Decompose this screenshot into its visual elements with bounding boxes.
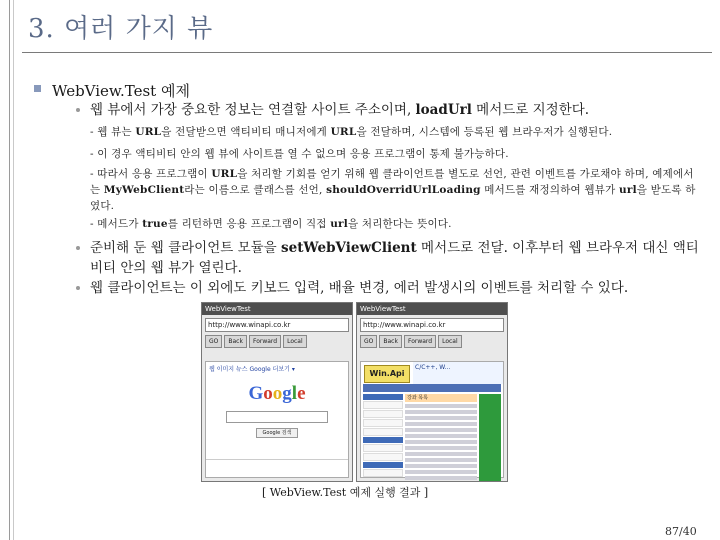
phone-toolbar bbox=[205, 335, 349, 348]
text-run: 을 처리한다는 뜻이다. bbox=[347, 218, 452, 230]
phone-toolbar bbox=[360, 335, 504, 348]
menu-header bbox=[363, 437, 403, 443]
content-header: 강좌 목록 bbox=[405, 394, 477, 402]
slide-title: 3. 여러 가지 뷰 bbox=[28, 14, 214, 44]
content-line[interactable] bbox=[405, 476, 477, 480]
text-run: 을 처리할 기회를 얻기 위해 웹 클라이언트를 별도로 선언, 관련 이벤트를 가로채야 하며, 예제에서는 bbox=[90, 168, 694, 196]
phone-screenshot-winapi bbox=[356, 302, 508, 482]
sub-bullet-webclient bbox=[90, 166, 700, 214]
text-run: 메서드로 전달. 이후부터 웹 브라우저 대신 액티비티 안의 웹 뷰가 열린다. bbox=[90, 240, 699, 276]
content-line[interactable] bbox=[405, 404, 477, 408]
text-run: 웹 뷰에서 가장 중요한 정보는 연결할 사이트 주소이며, bbox=[90, 102, 416, 118]
logo-letter: e bbox=[297, 383, 306, 404]
text-run: 메서드를 재정의하여 웹뷰가 bbox=[480, 184, 619, 196]
dot-bullet-icon bbox=[76, 286, 80, 290]
title-underline bbox=[22, 52, 712, 53]
text-run: 을 전달하며, 시스템에 등록된 웹 브라우저가 실행된다. bbox=[356, 126, 613, 138]
bullet-setwebviewclient bbox=[90, 238, 700, 278]
forward-button[interactable]: Forward bbox=[249, 335, 281, 348]
code-run: URL bbox=[211, 168, 238, 180]
menu-header bbox=[363, 462, 403, 468]
menu-header bbox=[363, 394, 403, 400]
menu-item[interactable] bbox=[363, 444, 403, 452]
logo-letter: o bbox=[272, 383, 283, 404]
local-button[interactable]: Local bbox=[438, 335, 462, 348]
text-run: - 웹 뷰는 bbox=[90, 126, 136, 138]
square-bullet-icon bbox=[34, 85, 41, 92]
google-footer bbox=[206, 459, 348, 474]
code-url: url bbox=[330, 218, 348, 230]
text-run: 을 전달받으면 액티비티 매니저에게 bbox=[161, 126, 331, 138]
left-border-line-inner bbox=[13, 0, 14, 540]
content-line[interactable] bbox=[405, 458, 477, 462]
content-line[interactable] bbox=[405, 434, 477, 438]
text-run: 준비해 둔 웹 클라이언트 모듈을 bbox=[90, 240, 281, 256]
winapi-columns bbox=[363, 394, 501, 482]
logo-letter: l bbox=[291, 383, 298, 404]
code-run: url bbox=[619, 184, 637, 196]
url-input[interactable]: http://www.winapi.co.kr bbox=[205, 318, 349, 332]
dot-bullet-icon bbox=[76, 108, 80, 112]
logo-letter: G bbox=[248, 383, 264, 404]
content-line[interactable] bbox=[405, 446, 477, 450]
content-line[interactable] bbox=[405, 464, 477, 468]
sub-bullet-activity-manager bbox=[90, 124, 700, 140]
code-shouldoverride: shouldOverridUrlLoading bbox=[326, 184, 481, 196]
logo-letter: g bbox=[282, 383, 292, 404]
code-loadurl: loadUrl bbox=[415, 102, 472, 118]
sub-bullet-uncontrollable bbox=[90, 146, 700, 162]
content-line[interactable] bbox=[405, 422, 477, 426]
menu-item[interactable] bbox=[363, 453, 403, 461]
phone-title-bar: WebViewTest bbox=[357, 303, 507, 315]
forward-button[interactable]: Forward bbox=[404, 335, 436, 348]
menu-item[interactable] bbox=[363, 469, 403, 477]
content-line[interactable] bbox=[405, 416, 477, 420]
winapi-header-text: C/C++, W... bbox=[413, 362, 503, 384]
text-run: 메서드로 지정한다. bbox=[471, 102, 590, 118]
bullet-level1-text: WebView.Test 예제 bbox=[52, 82, 190, 100]
code-mywebclient: MyWebClient bbox=[103, 184, 185, 196]
winapi-logo: Win.Api bbox=[364, 365, 410, 383]
text-run: - 따라서 응용 프로그램이 bbox=[90, 168, 212, 180]
text-run: 웹 클라이언트는 이 외에도 키보드 입력, 배율 변경, 에러 발생시의 이벤트를 처리할 수 있다. bbox=[90, 280, 629, 296]
back-button[interactable]: Back bbox=[379, 335, 402, 348]
content-line[interactable] bbox=[405, 452, 477, 456]
winapi-left-menu bbox=[363, 394, 403, 482]
text-run: 을 받도록 하였다. bbox=[90, 184, 696, 212]
content-line[interactable] bbox=[405, 428, 477, 432]
google-search-input[interactable] bbox=[226, 411, 328, 423]
code-run: URL bbox=[330, 126, 357, 138]
code-setwebviewclient: setWebViewClient bbox=[281, 240, 417, 256]
google-nav-links[interactable]: 웹 이미지 뉴스 Google 더보기 ▾ bbox=[209, 366, 295, 373]
menu-item[interactable] bbox=[363, 401, 403, 409]
go-button[interactable]: GO bbox=[205, 335, 222, 348]
menu-item[interactable] bbox=[363, 419, 403, 427]
winapi-nav-bar bbox=[363, 384, 501, 392]
dot-bullet-icon bbox=[76, 246, 80, 250]
code-true: true bbox=[142, 218, 168, 230]
url-input[interactable]: http://www.winapi.co.kr bbox=[360, 318, 504, 332]
webview-content bbox=[205, 361, 349, 478]
back-button[interactable]: Back bbox=[224, 335, 247, 348]
webview-content bbox=[360, 361, 504, 478]
menu-item[interactable] bbox=[363, 410, 403, 418]
page-number: 87/40 bbox=[665, 525, 697, 538]
google-logo bbox=[237, 383, 317, 405]
text-run: - 메서드가 bbox=[90, 218, 143, 230]
winapi-content-list bbox=[405, 394, 477, 482]
content-line[interactable] bbox=[405, 440, 477, 444]
sub-bullet-true-return bbox=[90, 216, 700, 232]
google-search-button[interactable]: Google 검색 bbox=[256, 428, 298, 438]
logo-letter: o bbox=[263, 383, 273, 404]
content-line[interactable] bbox=[405, 470, 477, 474]
bullet-level1 bbox=[52, 80, 190, 101]
left-border-line bbox=[9, 0, 10, 540]
text-run: 를 리턴하면 응용 프로그램이 직접 bbox=[167, 218, 331, 230]
bullet-loadurl bbox=[90, 100, 700, 120]
text-run: 라는 이름으로 클래스를 선언, bbox=[184, 184, 327, 196]
menu-item[interactable] bbox=[363, 428, 403, 436]
winapi-side-banner bbox=[479, 394, 501, 482]
local-button[interactable]: Local bbox=[283, 335, 307, 348]
phone-title-bar: WebViewTest bbox=[202, 303, 352, 315]
code-run: URL bbox=[135, 126, 162, 138]
phone-screenshot-google bbox=[201, 302, 353, 482]
text-run: - 이 경우 액티비티 안의 웹 뷰에 사이트를 열 수 없으며 응용 프로그램이 통제 불가능하다. bbox=[90, 148, 509, 160]
figure-caption: [ WebView.Test 예제 실행 결과 ] bbox=[262, 486, 429, 499]
bullet-webclient-events bbox=[90, 278, 700, 298]
winapi-header bbox=[361, 362, 503, 384]
go-button[interactable]: GO bbox=[360, 335, 377, 348]
content-line[interactable] bbox=[405, 410, 477, 414]
